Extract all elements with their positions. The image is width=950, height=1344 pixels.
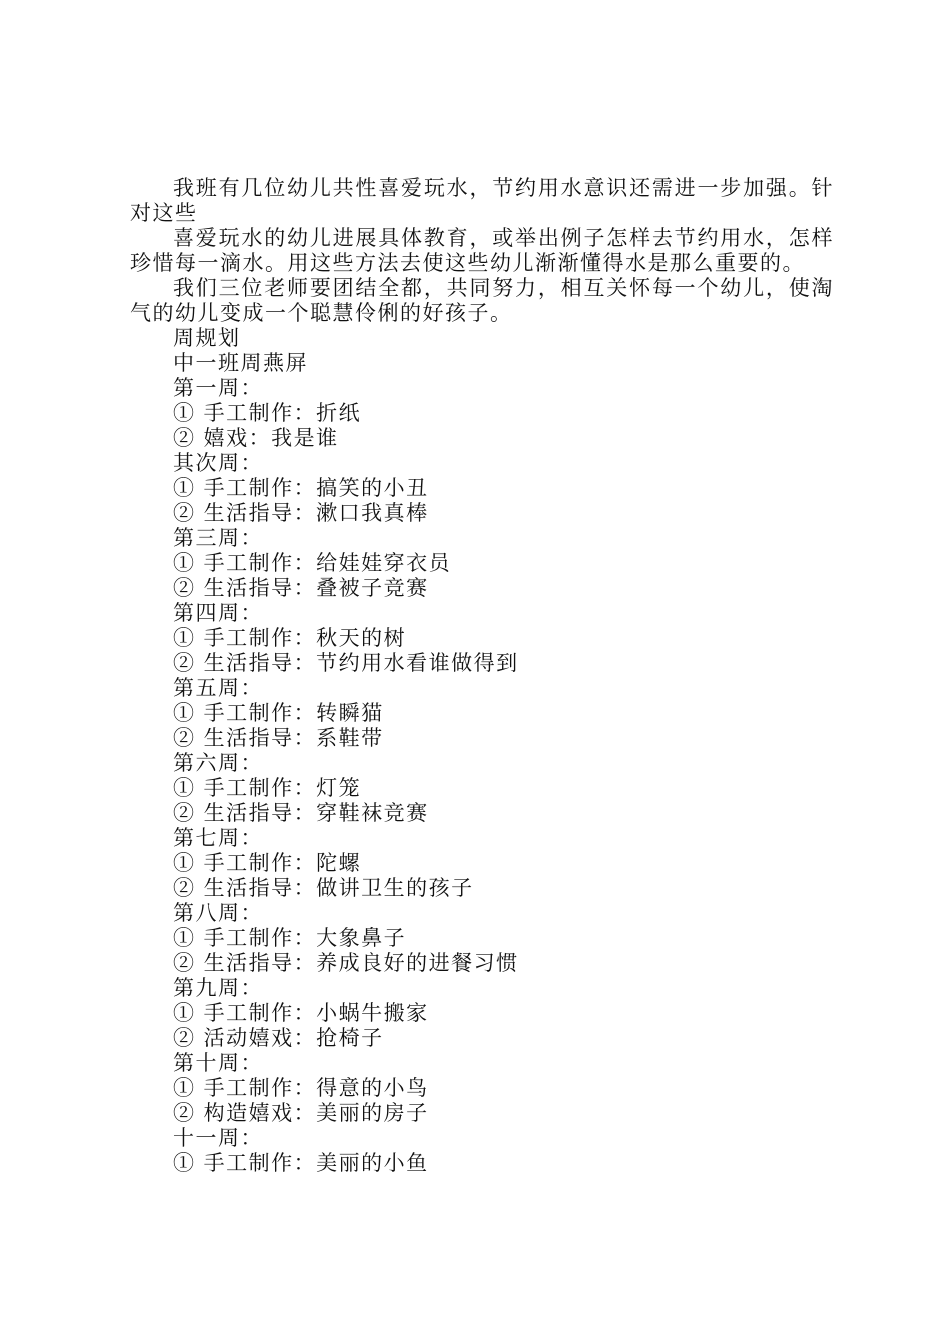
week-label: 第八周： — [173, 901, 263, 925]
plan-title: 周规划 — [173, 326, 241, 350]
week-label: 十一周： — [173, 1126, 263, 1150]
week-activity-item: ② 构造嬉戏：美丽的房子 — [173, 1101, 429, 1125]
week-label: 第七周： — [173, 826, 263, 850]
week-activity-item: ② 活动嬉戏：抢椅子 — [173, 1026, 384, 1050]
week-activity-item: ② 嬉戏：我是谁 — [173, 426, 339, 450]
weekly-plan-list — [130, 376, 834, 1176]
paragraph-teacher-cooperation: 我们三位老师要团结全都，共同努力，相互关怀每一个幼儿，使淘气的幼儿变成一个聪慧伶俐的好孩子。 — [130, 276, 834, 325]
week-activity-item: ① 手工制作：转瞬猫 — [173, 701, 384, 725]
week-activity-item: ② 生活指导：节约用水看谁做得到 — [173, 651, 519, 675]
week-activity-item: ① 手工制作：得意的小鸟 — [173, 1076, 429, 1100]
week-activity-item: ② 生活指导：系鞋带 — [173, 726, 384, 750]
week-activity-item: ① 手工制作：陀螺 — [173, 851, 362, 875]
week-label: 第四周： — [173, 601, 263, 625]
week-activity-item: ② 生活指导：穿鞋袜竞赛 — [173, 801, 429, 825]
week-activity-item: ① 手工制作：搞笑的小丑 — [173, 476, 429, 500]
paragraph-water-education: 喜爱玩水的幼儿进展具体教育，或举出例子怎样去节约用水，怎样珍惜每一滴水。用这些方法去使这些幼儿渐渐懂得水是那么重要的。 — [130, 226, 834, 275]
week-activity-item: ② 生活指导：叠被子竞赛 — [173, 576, 429, 600]
week-activity-item: ① 手工制作：小蜗牛搬家 — [173, 1001, 429, 1025]
week-activity-item: ① 手工制作：灯笼 — [173, 776, 362, 800]
week-label: 第九周： — [173, 976, 263, 1000]
week-activity-item: ② 生活指导：做讲卫生的孩子 — [173, 876, 474, 900]
week-label: 第十周： — [173, 1051, 263, 1075]
week-label: 第六周： — [173, 751, 263, 775]
week-activity-item: ② 生活指导：漱口我真棒 — [173, 501, 429, 525]
week-label: 第三周： — [173, 526, 263, 550]
week-activity-item: ① 手工制作：折纸 — [173, 401, 362, 425]
week-label: 其次周： — [173, 451, 263, 475]
class-name: 中一班周燕屏 — [173, 351, 308, 375]
week-activity-item: ① 手工制作：美丽的小鱼 — [173, 1151, 429, 1175]
week-activity-item: ① 手工制作：秋天的树 — [173, 626, 407, 650]
week-label: 第五周： — [173, 676, 263, 700]
week-label: 第一周： — [173, 376, 263, 400]
document-body — [130, 176, 834, 1176]
week-activity-item: ① 手工制作：给娃娃穿衣员 — [173, 551, 452, 575]
paragraph-water-habits: 我班有几位幼儿共性喜爱玩水，节约用水意识还需进一步加强。针对这些 — [130, 176, 834, 225]
week-activity-item: ① 手工制作：大象鼻子 — [173, 926, 407, 950]
week-activity-item: ② 生活指导：养成良好的进餐习惯 — [173, 951, 519, 975]
